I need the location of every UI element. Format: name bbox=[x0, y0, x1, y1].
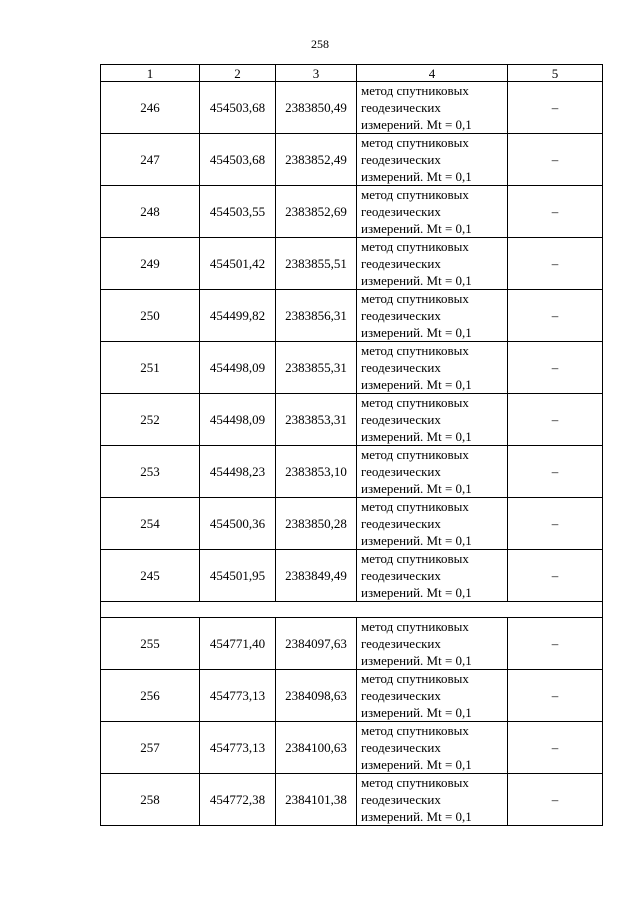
method-description bbox=[357, 394, 508, 446]
error-value: – bbox=[508, 238, 603, 290]
error-value: – bbox=[508, 290, 603, 342]
method-description bbox=[357, 498, 508, 550]
coordinate-y: 2384100,63 bbox=[276, 722, 357, 774]
method-line: метод спутниковых bbox=[361, 187, 469, 202]
method-line: геодезических bbox=[361, 100, 441, 115]
table-row bbox=[101, 722, 603, 774]
method-line: метод спутниковых bbox=[361, 619, 469, 634]
method-line: геодезических bbox=[361, 204, 441, 219]
coordinate-x: 454499,82 bbox=[200, 290, 276, 342]
point-number: 250 bbox=[101, 290, 200, 342]
method-line: измерений. Mt = 0,1 bbox=[361, 273, 472, 288]
method-description bbox=[357, 186, 508, 238]
point-number: 252 bbox=[101, 394, 200, 446]
point-number: 258 bbox=[101, 774, 200, 826]
column-header-1: 1 bbox=[101, 65, 200, 82]
method-line: метод спутниковых bbox=[361, 447, 469, 462]
method-line: метод спутниковых bbox=[361, 499, 469, 514]
page-number: 258 bbox=[311, 37, 329, 51]
method-line: измерений. Mt = 0,1 bbox=[361, 809, 472, 824]
column-header-2: 2 bbox=[200, 65, 276, 82]
method-line: метод спутниковых bbox=[361, 83, 469, 98]
method-description bbox=[357, 290, 508, 342]
coordinates-table bbox=[100, 64, 603, 826]
method-line: геодезических bbox=[361, 308, 441, 323]
error-value: – bbox=[508, 618, 603, 670]
table-row bbox=[101, 290, 603, 342]
coordinate-y: 2383850,49 bbox=[276, 82, 357, 134]
point-number: 257 bbox=[101, 722, 200, 774]
method-line: метод спутниковых bbox=[361, 671, 469, 686]
error-value: – bbox=[508, 186, 603, 238]
point-number: 251 bbox=[101, 342, 200, 394]
table-row bbox=[101, 498, 603, 550]
method-line: геодезических bbox=[361, 360, 441, 375]
table-row bbox=[101, 670, 603, 722]
point-number: 255 bbox=[101, 618, 200, 670]
method-line: геодезических bbox=[361, 256, 441, 271]
table-row bbox=[101, 774, 603, 826]
table-row bbox=[101, 618, 603, 670]
method-line: метод спутниковых bbox=[361, 343, 469, 358]
coordinates-table-body bbox=[101, 65, 603, 826]
table-row bbox=[101, 186, 603, 238]
coordinate-y: 2383853,10 bbox=[276, 446, 357, 498]
error-value: – bbox=[508, 774, 603, 826]
error-value: – bbox=[508, 550, 603, 602]
coordinate-y: 2384097,63 bbox=[276, 618, 357, 670]
coordinate-y: 2383853,31 bbox=[276, 394, 357, 446]
method-line: измерений. Mt = 0,1 bbox=[361, 169, 472, 184]
coordinate-y: 2383855,31 bbox=[276, 342, 357, 394]
method-line: измерений. Mt = 0,1 bbox=[361, 757, 472, 772]
coordinate-x: 454501,95 bbox=[200, 550, 276, 602]
error-value: – bbox=[508, 498, 603, 550]
method-line: геодезических bbox=[361, 740, 441, 755]
method-line: метод спутниковых bbox=[361, 239, 469, 254]
error-value: – bbox=[508, 134, 603, 186]
coordinate-x: 454498,23 bbox=[200, 446, 276, 498]
point-number: 253 bbox=[101, 446, 200, 498]
method-line: метод спутниковых bbox=[361, 395, 469, 410]
method-line: измерений. Mt = 0,1 bbox=[361, 221, 472, 236]
coordinate-y: 2383856,31 bbox=[276, 290, 357, 342]
point-number: 249 bbox=[101, 238, 200, 290]
column-header-4: 4 bbox=[357, 65, 508, 82]
method-line: геодезических bbox=[361, 688, 441, 703]
column-header-5: 5 bbox=[508, 65, 603, 82]
table-row bbox=[101, 238, 603, 290]
method-line: геодезических bbox=[361, 464, 441, 479]
error-value: – bbox=[508, 722, 603, 774]
method-line: метод спутниковых bbox=[361, 775, 469, 790]
coordinate-y: 2383850,28 bbox=[276, 498, 357, 550]
coordinate-x: 454771,40 bbox=[200, 618, 276, 670]
method-line: измерений. Mt = 0,1 bbox=[361, 533, 472, 548]
method-line: геодезических bbox=[361, 792, 441, 807]
method-line: метод спутниковых bbox=[361, 723, 469, 738]
point-number: 246 bbox=[101, 82, 200, 134]
error-value: – bbox=[508, 342, 603, 394]
method-line: измерений. Mt = 0,1 bbox=[361, 325, 472, 340]
method-line: геодезических bbox=[361, 516, 441, 531]
method-line: метод спутниковых bbox=[361, 551, 469, 566]
group-separator-cell bbox=[101, 602, 603, 618]
error-value: – bbox=[508, 446, 603, 498]
method-description bbox=[357, 550, 508, 602]
method-description bbox=[357, 446, 508, 498]
coordinate-x: 454498,09 bbox=[200, 342, 276, 394]
method-line: измерений. Mt = 0,1 bbox=[361, 481, 472, 496]
method-line: геодезических bbox=[361, 152, 441, 167]
method-description bbox=[357, 722, 508, 774]
method-line: измерений. Mt = 0,1 bbox=[361, 117, 472, 132]
method-description bbox=[357, 670, 508, 722]
method-line: измерений. Mt = 0,1 bbox=[361, 377, 472, 392]
method-line: измерений. Mt = 0,1 bbox=[361, 653, 472, 668]
method-description bbox=[357, 238, 508, 290]
coordinate-x: 454500,36 bbox=[200, 498, 276, 550]
group-separator-row bbox=[101, 602, 603, 618]
table-row bbox=[101, 550, 603, 602]
error-value: – bbox=[508, 82, 603, 134]
header-row bbox=[101, 65, 603, 82]
error-value: – bbox=[508, 670, 603, 722]
coordinate-y: 2384098,63 bbox=[276, 670, 357, 722]
coordinate-x: 454503,68 bbox=[200, 134, 276, 186]
point-number: 248 bbox=[101, 186, 200, 238]
coordinate-x: 454773,13 bbox=[200, 722, 276, 774]
method-line: метод спутниковых bbox=[361, 291, 469, 306]
coordinate-y: 2384101,38 bbox=[276, 774, 357, 826]
method-description bbox=[357, 342, 508, 394]
table-row bbox=[101, 446, 603, 498]
table-row bbox=[101, 342, 603, 394]
method-line: измерений. Mt = 0,1 bbox=[361, 429, 472, 444]
coordinate-x: 454772,38 bbox=[200, 774, 276, 826]
coordinate-x: 454503,55 bbox=[200, 186, 276, 238]
method-description bbox=[357, 618, 508, 670]
coordinate-y: 2383855,51 bbox=[276, 238, 357, 290]
point-number: 245 bbox=[101, 550, 200, 602]
table-row bbox=[101, 394, 603, 446]
method-line: геодезических bbox=[361, 568, 441, 583]
coordinate-x: 454503,68 bbox=[200, 82, 276, 134]
table-row bbox=[101, 134, 603, 186]
point-number: 256 bbox=[101, 670, 200, 722]
method-description bbox=[357, 82, 508, 134]
coordinate-y: 2383849,49 bbox=[276, 550, 357, 602]
coordinate-x: 454501,42 bbox=[200, 238, 276, 290]
coordinate-y: 2383852,69 bbox=[276, 186, 357, 238]
method-line: метод спутниковых bbox=[361, 135, 469, 150]
column-header-3: 3 bbox=[276, 65, 357, 82]
table-row bbox=[101, 82, 603, 134]
error-value: – bbox=[508, 394, 603, 446]
point-number: 247 bbox=[101, 134, 200, 186]
coordinate-y: 2383852,49 bbox=[276, 134, 357, 186]
method-line: измерений. Mt = 0,1 bbox=[361, 705, 472, 720]
coordinate-x: 454498,09 bbox=[200, 394, 276, 446]
method-line: геодезических bbox=[361, 412, 441, 427]
method-line: измерений. Mt = 0,1 bbox=[361, 585, 472, 600]
method-description bbox=[357, 774, 508, 826]
method-description bbox=[357, 134, 508, 186]
coordinate-x: 454773,13 bbox=[200, 670, 276, 722]
point-number: 254 bbox=[101, 498, 200, 550]
method-line: геодезических bbox=[361, 636, 441, 651]
